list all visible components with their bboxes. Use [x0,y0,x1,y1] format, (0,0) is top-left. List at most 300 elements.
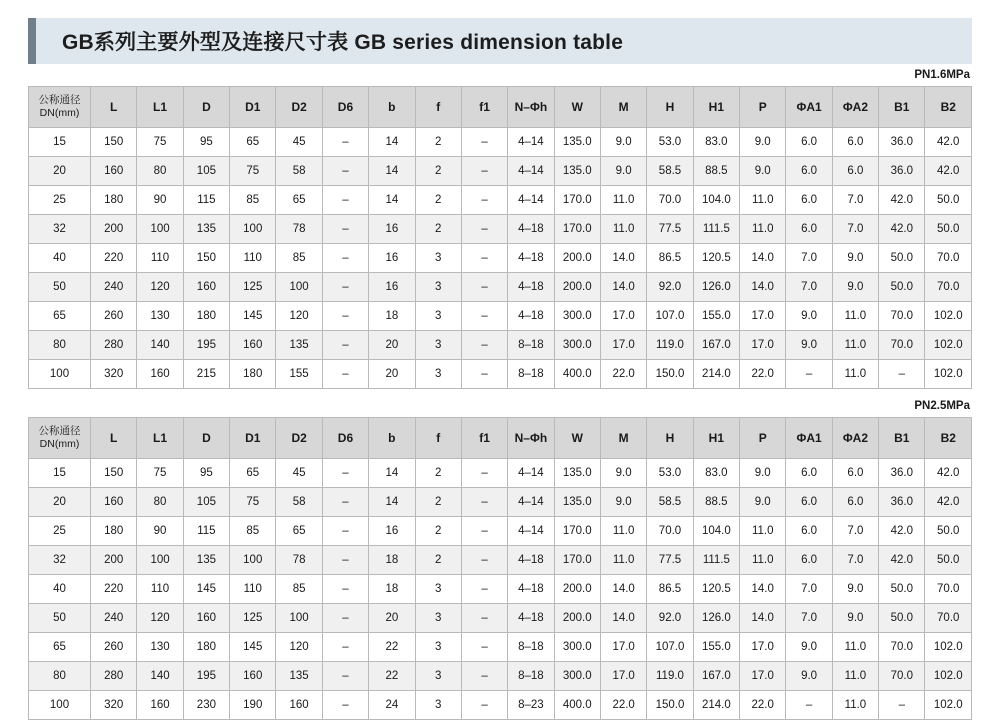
table-cell: 126.0 [693,273,739,302]
table-cell: 9.0 [786,633,832,662]
cell-dn: 65 [29,633,91,662]
table-cell: 145 [183,575,229,604]
title-banner [28,18,972,64]
table-cell: 6.0 [832,488,878,517]
table-cell: – [322,546,368,575]
column-header-d: D [183,418,229,459]
table-cell: 45 [276,459,322,488]
table-cell: 8–23 [508,691,554,720]
table-cell: 11.0 [832,633,878,662]
table-cell: 4–14 [508,517,554,546]
column-header-a1: ΦA1 [786,87,832,128]
table-cell: 6.0 [786,215,832,244]
table-cell: 110 [230,575,276,604]
table-cell: 400.0 [554,691,600,720]
table-cell: 14 [369,186,415,215]
table-cell: 119.0 [647,662,693,691]
table-row [29,488,972,517]
table-cell: 7.0 [832,517,878,546]
table-cell: – [786,691,832,720]
table-cell: 22 [369,633,415,662]
table-cell: – [322,302,368,331]
document-page [0,18,1000,711]
table-cell: 100 [276,273,322,302]
table-cell: 135.0 [554,128,600,157]
column-header-d: D [183,87,229,128]
table-cell: 3 [415,302,461,331]
table-cell: 70.0 [879,331,925,360]
table-cell: 50.0 [879,244,925,273]
table-cell: – [461,186,507,215]
table-cell: 4–18 [508,244,554,273]
column-header-a2: ΦA2 [832,87,878,128]
table-cell: 80 [137,157,183,186]
column-header-w: W [554,418,600,459]
table-cell: 16 [369,244,415,273]
table-cell: – [461,302,507,331]
table-cell: 6.0 [786,517,832,546]
table-cell: – [322,517,368,546]
table-cell: 70.0 [879,662,925,691]
table-cell: 215 [183,360,229,389]
table-cell: 45 [276,128,322,157]
table-cell: 42.0 [925,128,972,157]
column-header-l1: L1 [137,87,183,128]
table-cell: – [461,517,507,546]
table-cell: 9.0 [600,128,646,157]
table-cell: 104.0 [693,517,739,546]
table-cell: 4–18 [508,215,554,244]
table-cell: 11.0 [600,546,646,575]
table-cell: 130 [137,633,183,662]
table-cell: 36.0 [879,488,925,517]
table-cell: 4–14 [508,459,554,488]
table-cell: 6.0 [786,546,832,575]
table-cell: 9.0 [600,459,646,488]
cell-dn: 65 [29,302,91,331]
table-cell: 50.0 [925,517,972,546]
table-cell: 4–14 [508,128,554,157]
table-cell: 22.0 [740,360,786,389]
table-cell: 130 [137,302,183,331]
column-header-h: H [647,418,693,459]
table-cell: – [322,360,368,389]
dimension-table-pn16 [28,86,972,389]
table-cell: 7.0 [786,575,832,604]
table-cell: 6.0 [786,157,832,186]
column-header-l: L [91,87,137,128]
table-cell: 150 [91,459,137,488]
table-cell: 92.0 [647,604,693,633]
table-cell: – [461,360,507,389]
table-cell: 53.0 [647,128,693,157]
table-cell: 9.0 [832,575,878,604]
table-row [29,302,972,331]
table-cell: – [461,488,507,517]
column-header-h1: H1 [693,418,739,459]
table-row [29,273,972,302]
table-cell: 88.5 [693,488,739,517]
table-cell: 167.0 [693,331,739,360]
table-cell: 300.0 [554,662,600,691]
table-cell: 120 [137,273,183,302]
table-cell: 120 [276,633,322,662]
table-cell: 2 [415,517,461,546]
table-row [29,575,972,604]
table-cell: 115 [183,517,229,546]
table-cell: 20 [369,331,415,360]
table-cell: 9.0 [740,128,786,157]
table-cell: 260 [91,302,137,331]
table-cell: 125 [230,273,276,302]
table-cell: 70.0 [647,517,693,546]
column-header-f1: f1 [461,87,507,128]
table-cell: 58.5 [647,157,693,186]
table-cell: – [461,459,507,488]
table-cell: 14 [369,459,415,488]
table-cell: 160 [230,331,276,360]
table-cell: 111.5 [693,215,739,244]
table-cell: 150 [183,244,229,273]
table-cell: 88.5 [693,157,739,186]
cell-dn: 50 [29,604,91,633]
table-cell: 65 [276,517,322,546]
table-cell: 75 [230,157,276,186]
table-cell: 135 [276,662,322,691]
table-cell: 70.0 [925,604,972,633]
table-cell: 95 [183,459,229,488]
column-header-f: f [415,87,461,128]
table-cell: 65 [230,128,276,157]
table-cell: – [322,128,368,157]
table-cell: 125 [230,604,276,633]
table-cell: 115 [183,186,229,215]
table-cell: 150.0 [647,691,693,720]
column-header-d6: D6 [322,418,368,459]
table-cell: 3 [415,575,461,604]
table-cell: 11.0 [832,331,878,360]
table-row [29,128,972,157]
table-cell: 220 [91,575,137,604]
column-header-d1: D1 [230,418,276,459]
table-cell: 36.0 [879,128,925,157]
table-cell: 160 [183,273,229,302]
table-cell: 6.0 [832,459,878,488]
table-cell: 90 [137,186,183,215]
table-cell: – [461,273,507,302]
cell-dn: 40 [29,244,91,273]
table-cell: 170.0 [554,517,600,546]
column-header-b: b [369,87,415,128]
table-cell: – [322,691,368,720]
table-cell: 155 [276,360,322,389]
table-cell: – [322,633,368,662]
table-cell: 200.0 [554,575,600,604]
table-cell: 42.0 [925,459,972,488]
column-header-b: b [369,418,415,459]
table-cell: 102.0 [925,691,972,720]
table-cell: 83.0 [693,128,739,157]
table-cell: 85 [230,517,276,546]
table-cell: 100 [137,546,183,575]
table-cell: 135 [183,546,229,575]
table-cell: – [322,215,368,244]
table-cell: 100 [276,604,322,633]
table-row [29,691,972,720]
table-cell: 90 [137,517,183,546]
table-cell: 78 [276,546,322,575]
table-cell: – [461,331,507,360]
table-cell: 53.0 [647,459,693,488]
table-cell: 6.0 [832,128,878,157]
table-cell: 3 [415,273,461,302]
table-cell: 190 [230,691,276,720]
table-cell: 155.0 [693,633,739,662]
table-cell: 6.0 [832,157,878,186]
table-cell: 11.0 [740,546,786,575]
table-cell: 75 [137,128,183,157]
column-header-l1: L1 [137,418,183,459]
column-header-b2: B2 [925,418,972,459]
column-header-d1: D1 [230,87,276,128]
table-cell: 102.0 [925,360,972,389]
table-cell: 160 [137,691,183,720]
table-cell: 16 [369,215,415,244]
table-cell: 110 [137,575,183,604]
table-body-pn25 [29,459,972,720]
table-row [29,546,972,575]
cell-dn: 32 [29,215,91,244]
table-cell: 3 [415,244,461,273]
table-cell: 36.0 [879,157,925,186]
table-cell: 70.0 [879,302,925,331]
table-cell: 83.0 [693,459,739,488]
table-row [29,604,972,633]
cell-dn: 50 [29,273,91,302]
table-cell: – [461,157,507,186]
table-cell: 42.0 [879,517,925,546]
table-cell: – [879,360,925,389]
table-cell: 110 [137,244,183,273]
table-cell: 8–18 [508,633,554,662]
table-cell: 135.0 [554,157,600,186]
table-cell: 22.0 [600,360,646,389]
table-row [29,186,972,215]
cell-dn: 100 [29,691,91,720]
table-cell: 155.0 [693,302,739,331]
table-cell: – [461,633,507,662]
table-cell: – [461,128,507,157]
table-cell: 100 [137,215,183,244]
table-cell: 3 [415,331,461,360]
table-cell: 11.0 [832,662,878,691]
table-cell: 280 [91,662,137,691]
table-cell: 42.0 [925,157,972,186]
table-cell: 17.0 [740,662,786,691]
table-cell: 9.0 [786,302,832,331]
table-cell: 36.0 [879,459,925,488]
table-cell: 200.0 [554,244,600,273]
table-cell: 100 [230,215,276,244]
table-cell: 18 [369,575,415,604]
table-cell: 85 [276,244,322,273]
table-cell: 214.0 [693,691,739,720]
table-cell: – [461,662,507,691]
cell-dn: 40 [29,575,91,604]
table-cell: 160 [183,604,229,633]
table-cell: 18 [369,302,415,331]
table-cell: 6.0 [786,128,832,157]
table-cell: 119.0 [647,331,693,360]
table-cell: 2 [415,488,461,517]
table-cell: – [461,691,507,720]
table-cell: 102.0 [925,662,972,691]
cell-dn: 15 [29,459,91,488]
column-header-m: M [600,418,646,459]
table-cell: 4–14 [508,488,554,517]
table-cell: 195 [183,331,229,360]
table-cell: 8–18 [508,662,554,691]
table-cell: 320 [91,691,137,720]
table-cell: 200.0 [554,273,600,302]
table-cell: – [461,215,507,244]
table-cell: 14.0 [600,575,646,604]
table-cell: – [322,331,368,360]
table-cell: 11.0 [600,517,646,546]
table-cell: 107.0 [647,302,693,331]
column-header-d2: D2 [276,87,322,128]
table-cell: 85 [230,186,276,215]
table-cell: 111.5 [693,546,739,575]
table-cell: 8–18 [508,331,554,360]
table-cell: 105 [183,157,229,186]
table-cell: 160 [91,488,137,517]
table-cell: 11.0 [832,360,878,389]
table-cell: 77.5 [647,546,693,575]
cell-dn: 25 [29,517,91,546]
table-cell: 65 [276,186,322,215]
table-cell: 14 [369,128,415,157]
table-cell: 170.0 [554,546,600,575]
table-cell: 50.0 [879,604,925,633]
table-cell: 240 [91,604,137,633]
table-row [29,157,972,186]
column-header-dn: 公称通径 DN(mm) [29,418,91,459]
table-cell: – [461,244,507,273]
column-header-p: P [740,87,786,128]
table-cell: – [322,662,368,691]
table-cell: 6.0 [786,459,832,488]
table-cell: 70.0 [925,244,972,273]
cell-dn: 80 [29,662,91,691]
column-header-w: W [554,87,600,128]
table-cell: 22.0 [600,691,646,720]
table-cell: 11.0 [740,215,786,244]
table-cell: 140 [137,331,183,360]
table-cell: 85 [276,575,322,604]
banner-accent-bar [28,18,36,64]
table-cell: 170.0 [554,215,600,244]
table-cell: 14.0 [600,604,646,633]
table-cell: 2 [415,215,461,244]
table-cell: 16 [369,273,415,302]
table-cell: 95 [183,128,229,157]
table-cell: – [879,691,925,720]
table-cell: 170.0 [554,186,600,215]
table-cell: 145 [230,633,276,662]
table-cell: 150 [91,128,137,157]
table-cell: 300.0 [554,302,600,331]
table-cell: 17.0 [600,662,646,691]
table-cell: 11.0 [740,186,786,215]
cell-dn: 20 [29,157,91,186]
table-cell: 14.0 [740,273,786,302]
table-cell: 180 [230,360,276,389]
table-cell: 4–14 [508,186,554,215]
table-cell: 135.0 [554,488,600,517]
table-cell: 4–14 [508,157,554,186]
cell-dn: 32 [29,546,91,575]
table-cell: – [461,604,507,633]
table-cell: 4–18 [508,604,554,633]
table-cell: 150.0 [647,360,693,389]
table-cell: 102.0 [925,633,972,662]
cell-dn: 15 [29,128,91,157]
table-cell: 11.0 [740,517,786,546]
table-cell: 8–18 [508,360,554,389]
pressure-label-2: PN2.5MPa [914,400,970,412]
table-cell: 220 [91,244,137,273]
table-cell: 145 [230,302,276,331]
table-cell: – [322,186,368,215]
table-row [29,517,972,546]
table-row [29,331,972,360]
page-title: GB系列主要外型及连接尺寸表 GB series dimension table [62,31,624,54]
table-cell: 3 [415,662,461,691]
table-cell: 9.0 [740,459,786,488]
table-cell: 50.0 [879,273,925,302]
table-cell: 42.0 [879,186,925,215]
column-header-l: L [91,418,137,459]
table-cell: 4–18 [508,575,554,604]
table-cell: 7.0 [832,215,878,244]
table-cell: 214.0 [693,360,739,389]
table-cell: 11.0 [832,691,878,720]
table-cell: 167.0 [693,662,739,691]
column-header-b1: B1 [879,418,925,459]
table-cell: 9.0 [786,662,832,691]
table-cell: 24 [369,691,415,720]
table-cell: 14 [369,157,415,186]
table-cell: 58.5 [647,488,693,517]
table-cell: 107.0 [647,633,693,662]
column-header-m: M [600,87,646,128]
table-cell: 9.0 [832,604,878,633]
table-cell: 2 [415,186,461,215]
table-cell: 105 [183,488,229,517]
table-cell: 75 [230,488,276,517]
table-cell: 160 [91,157,137,186]
column-header-d2: D2 [276,418,322,459]
table-cell: 9.0 [832,273,878,302]
table-cell: – [461,546,507,575]
table-cell: 9.0 [600,488,646,517]
pressure-label-1: PN1.6MPa [914,69,970,81]
table-cell: 4–18 [508,546,554,575]
table-cell: 200 [91,215,137,244]
table-cell: 3 [415,633,461,662]
table-cell: 78 [276,215,322,244]
